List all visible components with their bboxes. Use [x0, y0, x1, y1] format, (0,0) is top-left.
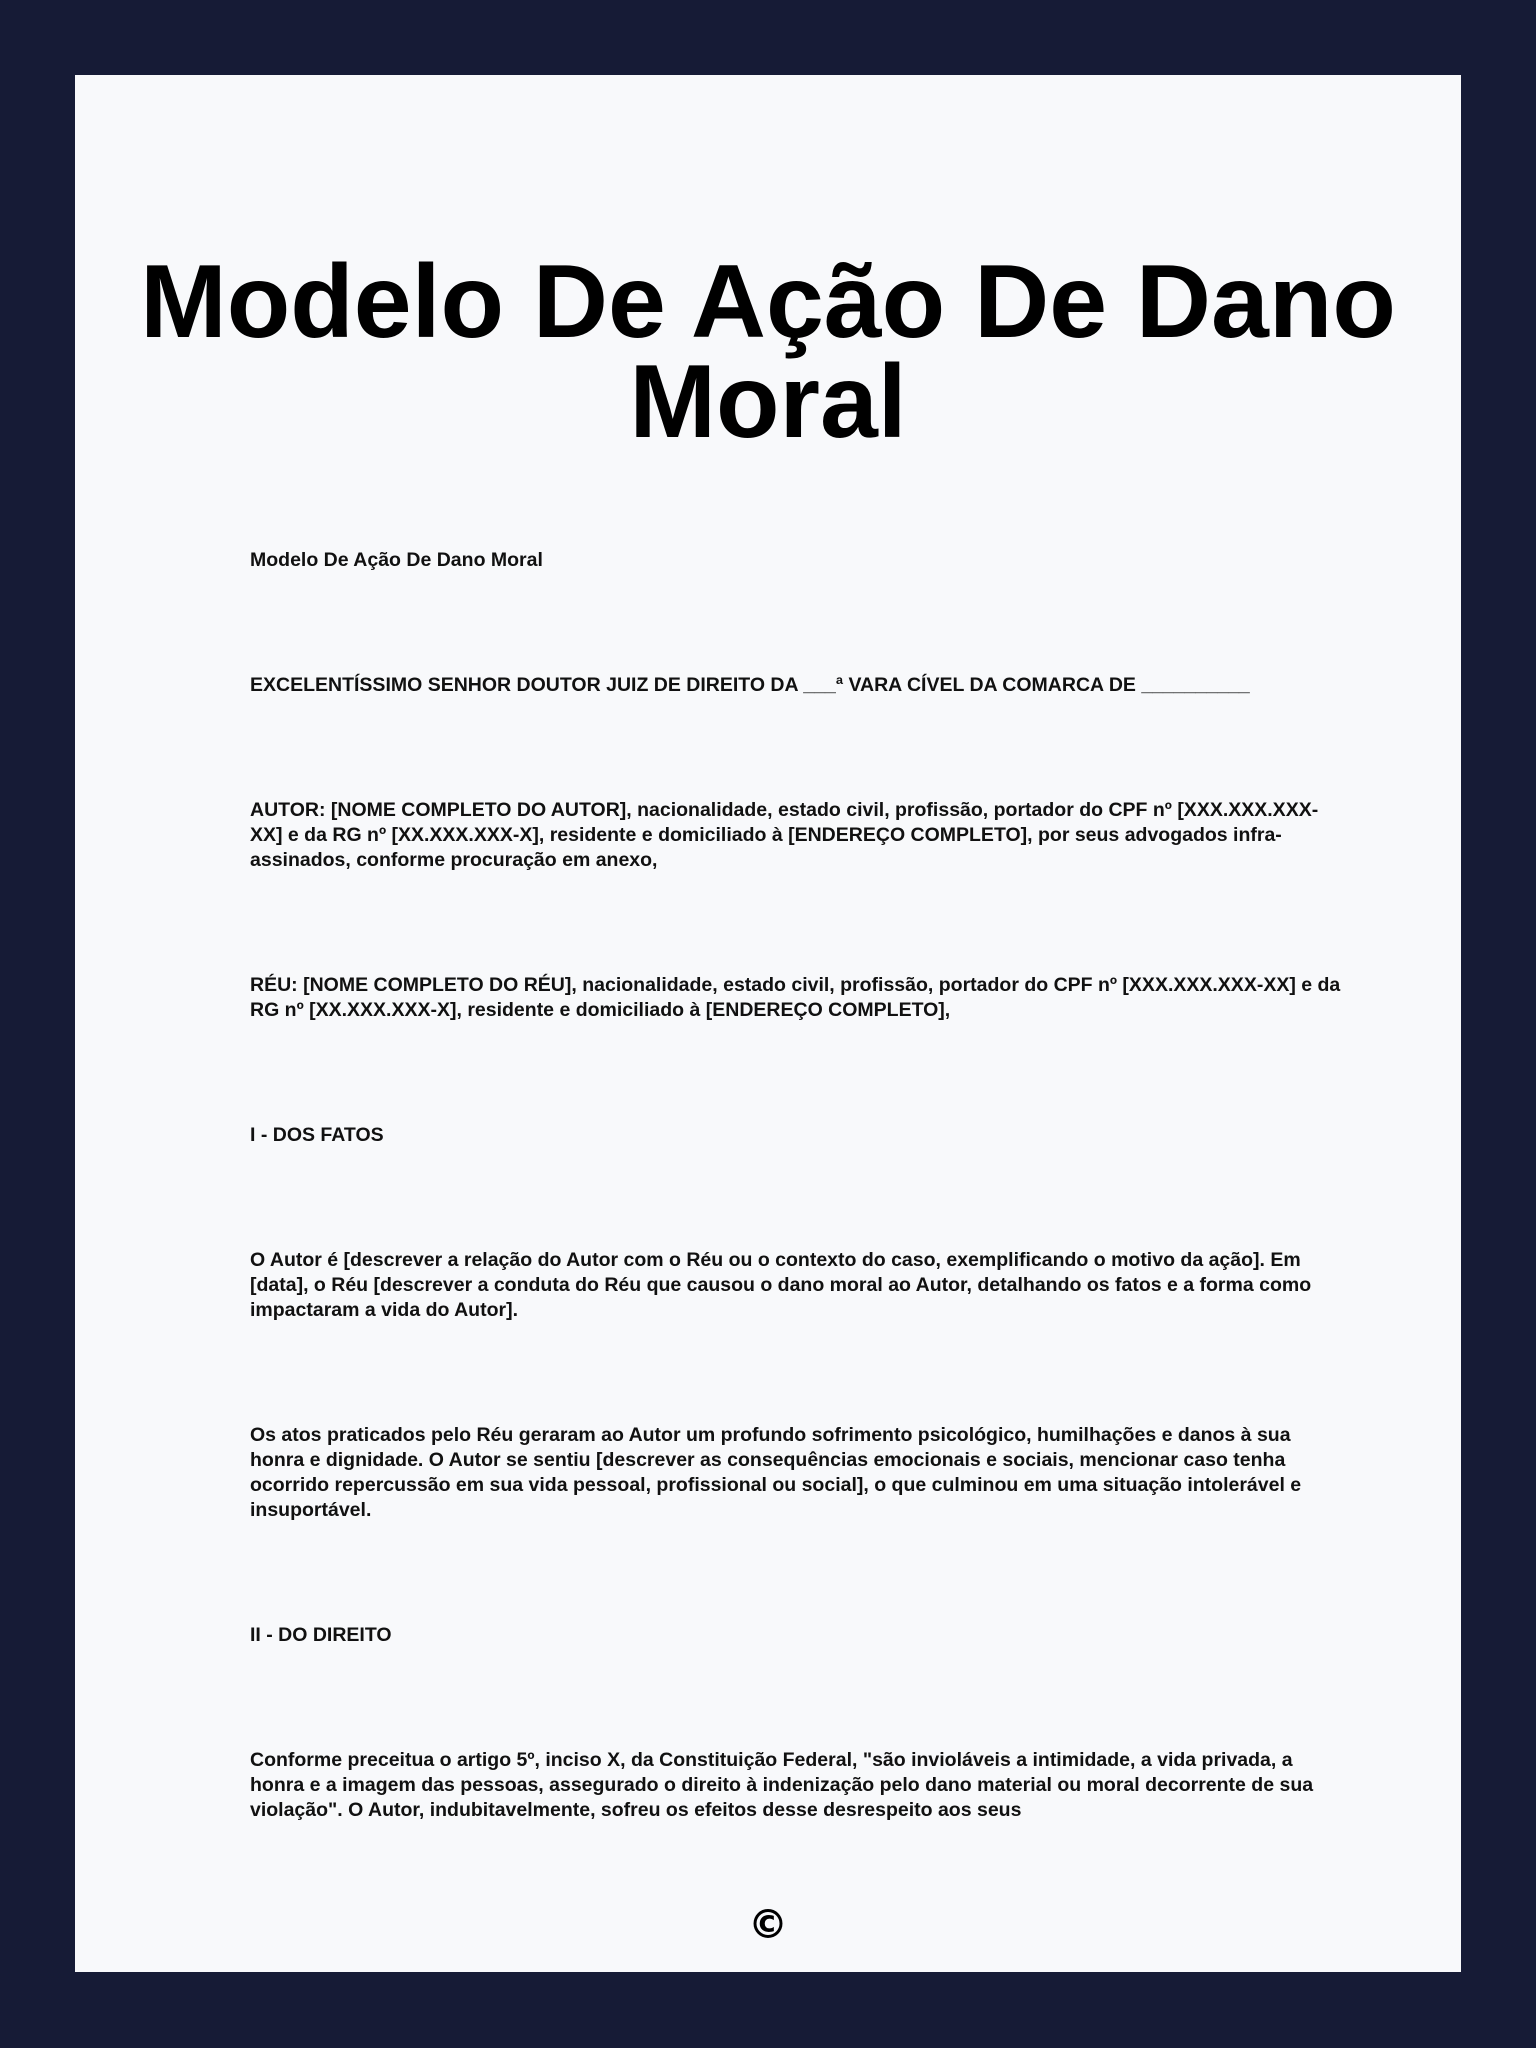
document-body [250, 548, 1350, 1823]
document-page [75, 75, 1461, 1972]
autor-paragraph: AUTOR: [NOME COMPLETO DO AUTOR], nacionalidade, estado civil, profissão, portador do CPF nº [XXX.XXX.XXX-XX] e da RG nº [XX.XXX.XXX-X], residente e domiciliado à [ENDEREÇO COMPLETO], por seus advogados infra-assinados, conforme procuração em anexo, [250, 799, 1319, 871]
section-heading-fatos: I - DOS FATOS [250, 1124, 384, 1146]
fatos-paragraph-2: Os atos praticados pelo Réu geraram ao Autor um profundo sofrimento psicológico, humilhações e danos à sua honra e dignidade. O Autor se sentiu [descrever as consequências emocionais e sociais, mencionar caso tenha ocorrido repercussão em sua vida pessoal, profissional ou social], o que culminou em uma situação intolerável e insuportável. [250, 1424, 1302, 1521]
direito-paragraph-1: Conforme preceitua o artigo 5º, inciso X, da Constituição Federal, "são invioláveis a intimidade, a vida privada, a honra e a imagem das pessoas, assegurado o direito à indenização pelo dano material ou moral decorrente de sua violação". O Autor, indubitavelmente, sofreu os efeitos desse desrespeito aos seus [250, 1749, 1314, 1821]
section-heading-direito: II - DO DIREITO [250, 1624, 392, 1646]
fatos-paragraph-1: O Autor é [descrever a relação do Autor com o Réu ou o contexto do caso, exemplificando o motivo da ação]. Em [data], o Réu [descrever a conduta do Réu que causou o dano moral ao Autor, detalhando os fatos e a forma como impactaram a vida do Autor]. [250, 1249, 1312, 1321]
reu-paragraph: RÉU: [NOME COMPLETO DO RÉU], nacionalidade, estado civil, profissão, portador do CPF nº [XXX.XXX.XXX-XX] e da RG nº [XX.XXX.XXX-X], residente e domiciliado à [ENDEREÇO COMPLETO], [250, 974, 1341, 1021]
copyright-icon: © [748, 1902, 788, 1948]
document-subtitle: Modelo De Ação De Dano Moral [250, 549, 543, 571]
document-title: Modelo De Ação De Dano Moral [140, 244, 1396, 460]
court-header: EXCELENTÍSSIMO SENHOR DOUTOR JUIZ DE DIREITO DA ___ª VARA CÍVEL DA COMARCA DE __________ [250, 674, 1250, 696]
